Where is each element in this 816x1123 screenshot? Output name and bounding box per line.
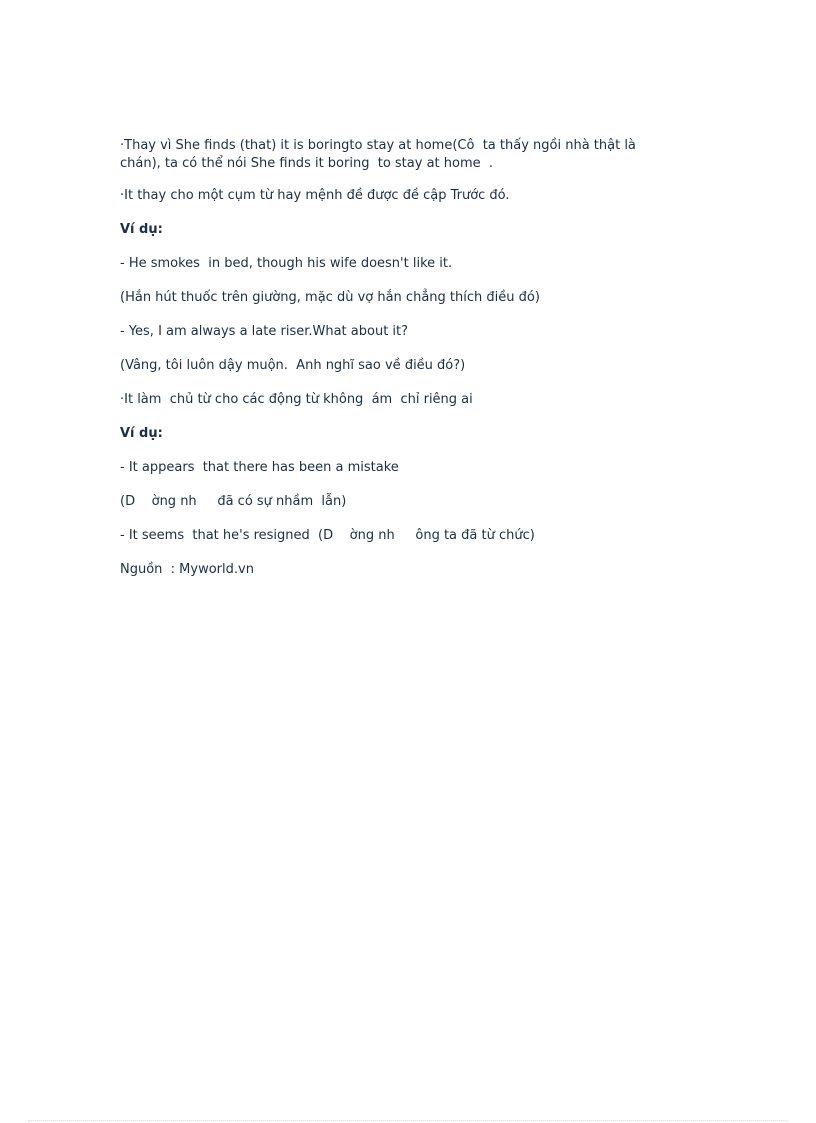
page-bottom-divider: [28, 1120, 788, 1121]
paragraph-intro: ·Thay vì She finds (that) it is boringto stay at home(Cô ta thấy ngồi nhà thật là chán), ta có thể nói She finds it boring to stay at home .: [120, 138, 641, 171]
paragraph-rule-subject: ·It làm chủ từ cho các động từ không ám chỉ riêng ai: [120, 392, 473, 407]
example-heading: Ví dụ:: [120, 222, 163, 237]
example-translation: (D ờng nh đã có sự nhầm lẫn): [120, 494, 347, 509]
example-sentence-with-translation: - It seems that he's resigned (D ờng nh ông ta đã từ chức): [120, 528, 535, 543]
example-sentence: - He smokes in bed, though his wife doesn't like it.: [120, 256, 453, 271]
source-credit: Nguồn : Myworld.vn: [120, 562, 254, 577]
example-sentence: - It appears that there has been a mistake: [120, 460, 399, 475]
example-translation: (Hắn hút thuốc trên giường, mặc dù vợ hắn chẳng thích điều đó): [120, 290, 540, 305]
example-translation: (Vâng, tôi luôn dậy muộn. Anh nghĩ sao về điều đó?): [120, 358, 466, 373]
example-heading: Ví dụ:: [120, 426, 163, 441]
document-body: [120, 137, 680, 595]
example-sentence: - Yes, I am always a late riser.What about it?: [120, 324, 409, 339]
paragraph-rule-reference: ·It thay cho một cụm từ hay mệnh đề được đề cập Trước đó.: [120, 188, 510, 203]
